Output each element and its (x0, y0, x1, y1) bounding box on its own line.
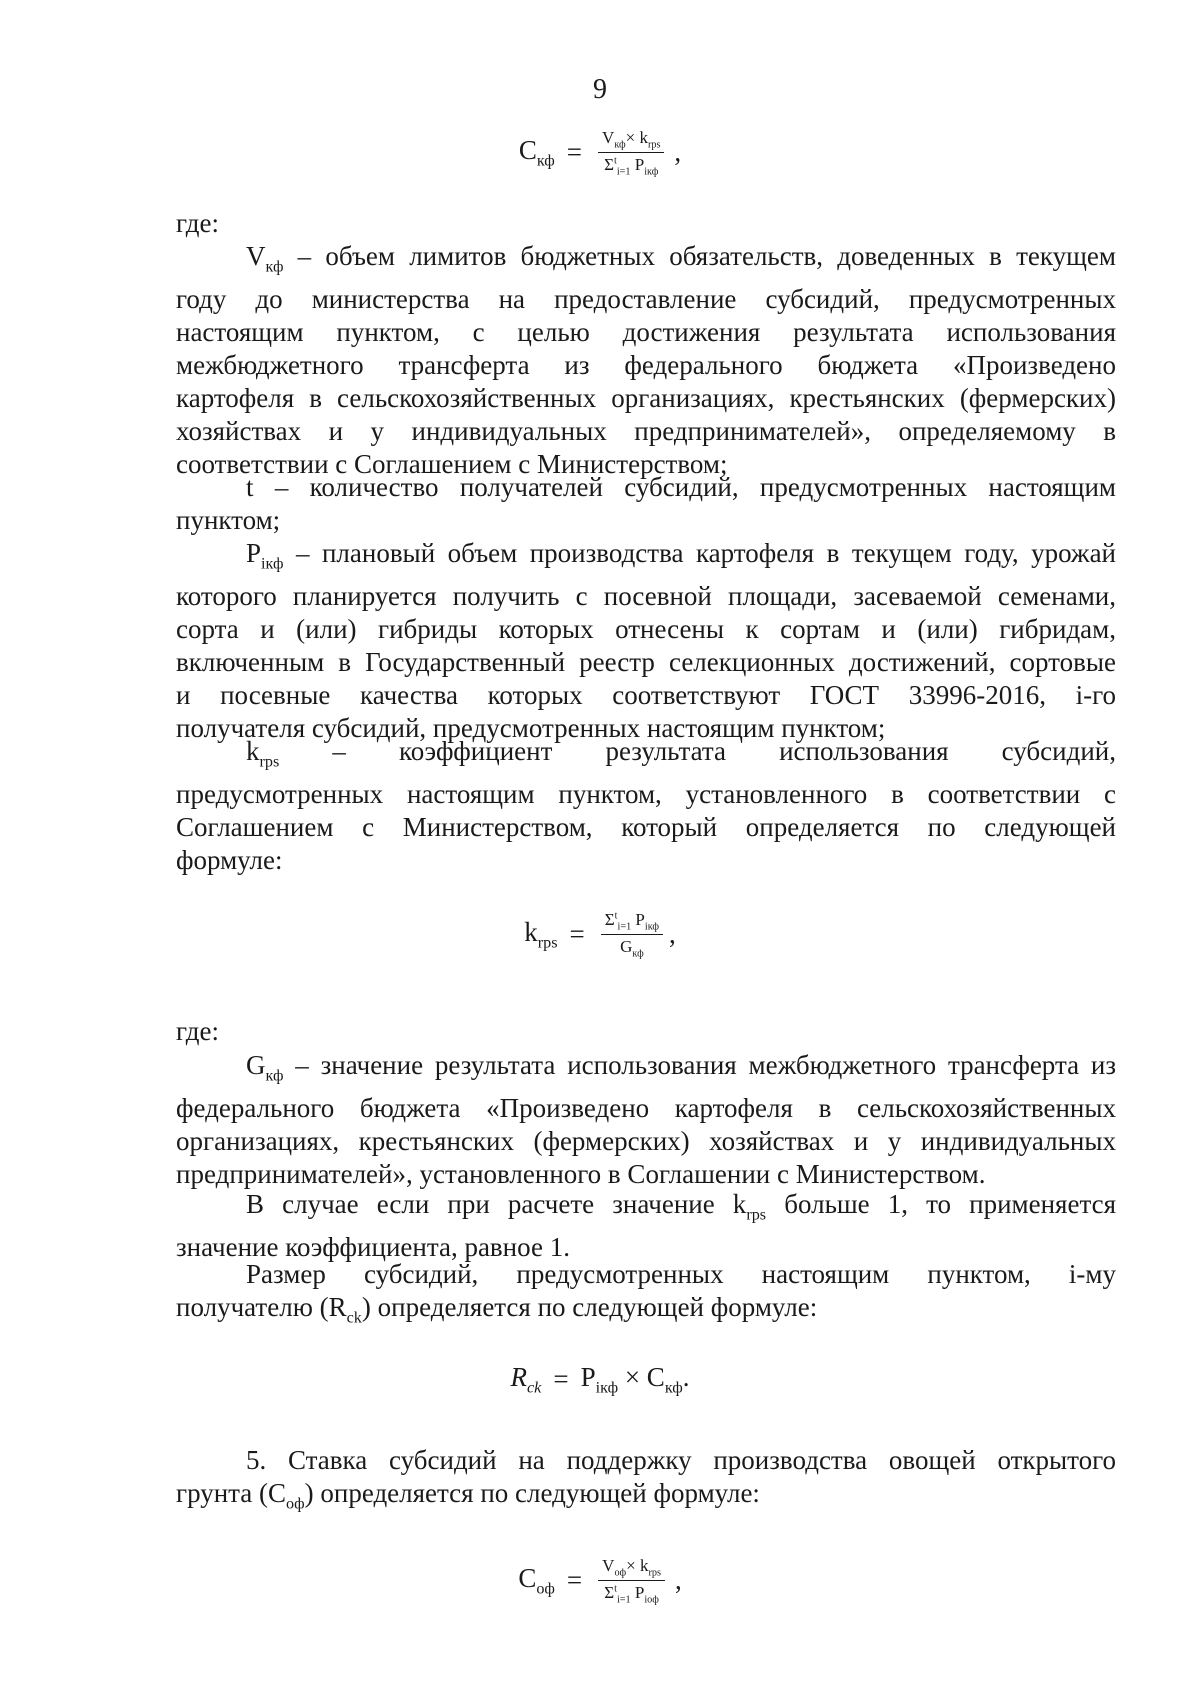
symbol-p-ikf: $P_{iкф}$ (246, 538, 284, 573)
formula-comma: , (669, 919, 676, 950)
paragraph-case: В случае если при расчете значение $k_{rps}$ больше 1, то применяется значение коэффициента, равное 1. (176, 1189, 1116, 1263)
paragraph-k-rps: $k_{rps}$ – коэффициент результата использования субсидий, предусмотренных настоящим пунктом, установленного в соответствии с Соглашением с Министерством, который определяется по следующей формуле: (176, 736, 1116, 876)
equals-sign: = (569, 919, 585, 950)
equals-sign: = (566, 137, 583, 168)
formula-comma: , (674, 137, 682, 168)
paragraph-5: 5. Ставка субсидий на поддержку производства овощей открытого грунта $(С_{оф})$ определяется по следующей формуле: (176, 1445, 1116, 1513)
formula-k-rps (0, 910, 1200, 960)
equals-sign: = (553, 1364, 569, 1395)
formula-comma: , (674, 1565, 682, 1596)
symbol-g-kf: $G_{кф}$ (246, 1050, 284, 1085)
fraction: $\frac{V_{кф}\times k_{rps}}{\Sigma^t_{i=1} P_{iкф}}$ (598, 128, 664, 178)
formula-lhs: $R_{ck}$ (510, 1362, 542, 1397)
formula-rhs: $P_{iкф} \times С_{кф}$. (580, 1362, 690, 1397)
symbol-k-rps: $k_{rps}$ (246, 736, 280, 771)
paragraph-t: t – количество получателей субсидий, предусмотренных настоящим пунктом; (176, 472, 1116, 535)
formula-c-of (0, 1556, 1200, 1606)
fraction: $\frac{V_{оф}\times k_{rps}}{\Sigma^t_{i=1} P_{iоф}}$ (598, 1556, 665, 1606)
formula-r-ck (0, 1362, 1200, 1397)
paragraph-p-ikf: $P_{iкф}$ – плановый объем производства картофеля в текущем году, урожай которого планируется получить с посевной площади, засеваемой семенами, сорта и (или) гибриды которых отнесены к сортам и (или) гибридам, включенным в Государственный реестр селекционных достижений, сортовые и посевные качества которых соответствуют ГОСТ 33996-2016, i-го получателя субсидий, предусмотренных настоящим пунктом; (176, 538, 1116, 744)
fraction: $\frac{\Sigma^t_{i=1} P_{iкф}}{G_{кф}}$ (601, 910, 663, 960)
formula-lhs: $С_{кф}$ (518, 135, 555, 170)
where-label-1: где: (176, 208, 219, 238)
formula-lhs: $k_{rps}$ (524, 917, 558, 952)
paragraph-g-kf: $G_{кф}$ – значение результата использования межбюджетного трансферта из федерального бюджета «Произведено картофеля в сельскохозяйственных организациях, крестьянских (фермерских) хозяйствах и у индивидуальных предпринимателей», установленного в Соглашении с Министерством. (176, 1050, 1116, 1190)
symbol-v-kf: $V_{кф}$ (246, 241, 284, 276)
formula-lhs: $С_{оф}$ (518, 1563, 555, 1598)
page-number: 9 (593, 74, 607, 105)
formula-c-kf (0, 128, 1200, 178)
paragraph-v-kf: $V_{кф}$ – объем лимитов бюджетных обязательств, доведенных в текущем году до министерства на предоставление субсидий, предусмотренных настоящим пунктом, с целью достижения результата использования межбюджетного трансферта из федерального бюджета «Произведено картофеля в сельскохозяйственных организациях, крестьянских (фермерских) хозяйствах и у индивидуальных предпринимателей», определяемому в соответствии с Соглашением с Министерством; (176, 241, 1116, 480)
paragraph-size: Размер субсидий, предусмотренных настоящим пунктом, i-му получателю $(R_{ck})$ определяется по следующей формуле: (176, 1259, 1116, 1327)
where-label-2: где: (176, 1016, 219, 1046)
equals-sign: = (566, 1565, 583, 1596)
